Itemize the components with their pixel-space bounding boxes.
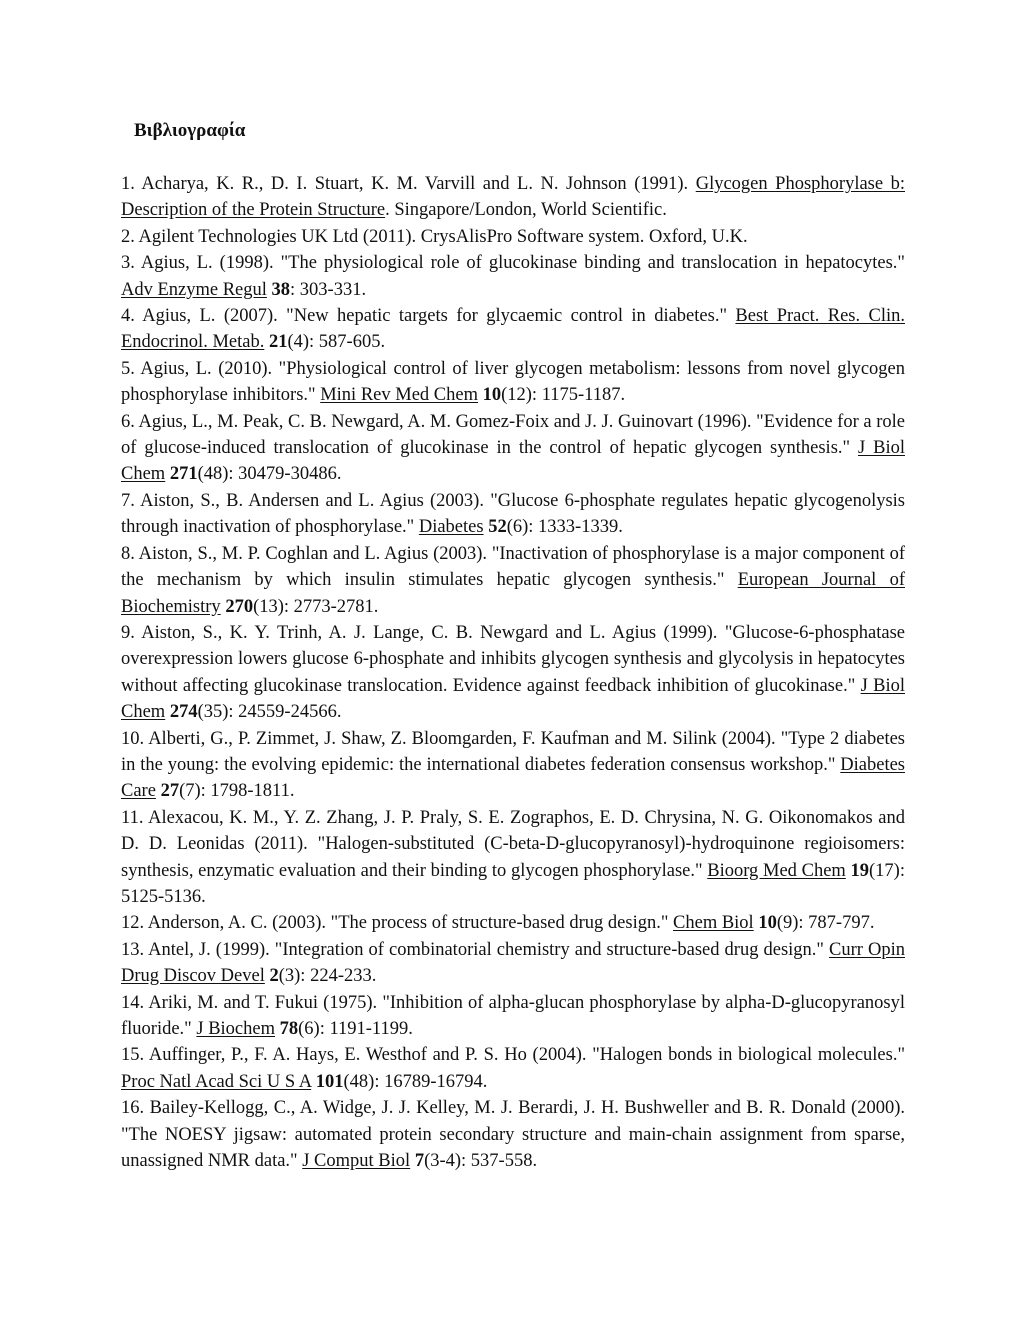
reference-text: Ariki, M. and T. Fukui (1975). "Inhibition of alpha-glucan phosphorylase by alpha-D-glucopyranosyl fluoride." [121, 992, 905, 1039]
reference-number: 14. [121, 992, 145, 1013]
reference-item [121, 541, 905, 620]
reference-number: 7. [121, 490, 135, 511]
reference-rest: (35): 24559-24566. [197, 702, 342, 723]
reference-journal: Adv Enzyme Regul [121, 279, 267, 300]
reference-item [121, 171, 905, 224]
reference-journal: Glycogen Phosphorylase b: Description of the Protein Structure [121, 174, 906, 221]
reference-volume: 78 [279, 1019, 299, 1039]
reference-item [121, 250, 905, 303]
reference-text: Alberti, G., P. Zimmet, J. Shaw, Z. Bloomgarden, F. Kaufman and M. Silink (2004). "Type 2 diabetes in the young: the evolving epidemic: the international diabetes federation consensus workshop." [121, 728, 905, 775]
reference-item [121, 726, 905, 805]
reference-text: Agius, L. (2007). "New hepatic targets for glycaemic control in diabetes." [142, 306, 727, 327]
reference-journal: Diabetes Care [121, 754, 906, 802]
reference-item [121, 1042, 905, 1095]
reference-volume: 52 [488, 517, 507, 538]
reference-item [121, 303, 905, 356]
reference-list [121, 171, 905, 1174]
reference-text: Antel, J. (1999). "Integration of combinatorial chemistry and structure-based drug design." [148, 939, 824, 960]
reference-journal: J Biol Chem [121, 675, 906, 723]
reference-item [121, 990, 905, 1043]
reference-volume: 2 [269, 966, 279, 987]
reference-volume: 10 [482, 385, 502, 406]
reference-journal: Mini Rev Med Chem [320, 385, 478, 406]
reference-rest: (4): 587-605. [287, 332, 386, 353]
reference-number: 11. [121, 807, 144, 828]
reference-rest: : 303-331. [290, 279, 367, 300]
reference-item [121, 620, 905, 726]
reference-text: Agius, L. (1998). "The physiological role of glucokinase binding and translocation in hepatocytes." [140, 253, 905, 274]
reference-text: Aiston, S., K. Y. Trinh, A. J. Lange, C. B. Newgard and L. Agius (1999). "Glucose-6-phosphatase overexpression lowers glucose 6-phosphate and inhibits glycogen synthesis and glycolysis in hepatocytes without affecting glucokinase translocation. Evidence against feedback inhibition of glucokinase." [121, 622, 905, 696]
reference-item [121, 488, 905, 541]
reference-text: Agius, L., M. Peak, C. B. Newgard, A. M. Gomez-Foix and J. J. Guinovart (1996). "Evidence for a role of glucose-induced translocation of glucokinase in the control of hepatic glycogen synthesis." [121, 411, 905, 459]
reference-rest: (48): 16789-16794. [343, 1071, 488, 1092]
reference-item [121, 1095, 905, 1174]
reference-journal: Diabetes [418, 517, 484, 538]
reference-number: 4. [121, 306, 135, 327]
reference-item [121, 409, 905, 488]
reference-rest: (48): 30479-30486. [197, 464, 342, 485]
reference-volume: 7 [414, 1151, 425, 1172]
reference-journal: Curr Opin Drug Discov Devel [121, 939, 905, 987]
reference-volume: 101 [315, 1071, 344, 1092]
reference-text: Acharya, K. R., D. I. Stuart, K. M. Varvill and L. N. Johnson (1991). [141, 174, 689, 194]
reference-number: 6. [121, 411, 135, 432]
reference-item [121, 805, 905, 911]
reference-rest: (13): 2773-2781. [253, 596, 379, 617]
reference-volume: 27 [160, 781, 180, 802]
reference-number: 8. [121, 543, 135, 564]
reference-number: 12. [121, 913, 145, 934]
reference-number: 13. [121, 939, 145, 960]
reference-journal: J Comput Biol [302, 1151, 411, 1172]
reference-journal: Bioorg Med Chem [707, 860, 846, 881]
reference-volume: 271 [169, 464, 198, 485]
reference-journal: Proc Natl Acad Sci U S A [121, 1071, 312, 1092]
reference-text: Aiston, S., B. Andersen and L. Agius (2003). "Glucose 6-phosphate regulates hepatic glycogenolysis through inactivation of phosphorylase." [121, 490, 905, 538]
reference-number: 9. [121, 622, 135, 643]
reference-volume: 19 [850, 860, 870, 881]
reference-rest: (12): 1175-1187. [501, 385, 626, 406]
reference-text: Auffinger, P., F. A. Hays, E. Westhof and P. S. Ho (2004). "Halogen bonds in biological molecules." [148, 1045, 906, 1066]
reference-rest: (6): 1333-1339. [506, 517, 623, 538]
reference-rest: (17): 5125-5136. [121, 860, 905, 907]
reference-rest: . Singapore/London, World Scientific. [385, 200, 667, 221]
reference-number: 2. [121, 226, 135, 247]
reference-text: Anderson, A. C. (2003). "The process of structure-based drug design." [147, 913, 669, 934]
reference-volume: 38 [271, 279, 291, 300]
reference-item [121, 224, 905, 250]
reference-text: Alexacou, K. M., Y. Z. Zhang, J. P. Praly, S. E. Zographos, E. D. Chrysina, N. G. Oikonomakos and D. D. Leonidas (2011). "Halogen-substituted (C-beta-D-glucopyranosyl)-hydroquinone regioisomers: synthesis, enzymatic evaluation and their binding to glycogen phosphorylase." [121, 807, 905, 881]
reference-rest: (3-4): 537-558. [424, 1151, 538, 1172]
reference-rest: (3): 224-233. [278, 966, 377, 987]
reference-number: 3. [121, 253, 135, 274]
reference-journal: Chem Biol [673, 913, 754, 934]
reference-volume: 274 [169, 702, 198, 723]
reference-rest: (6): 1191-1199. [298, 1019, 413, 1039]
reference-item [121, 356, 905, 409]
reference-volume: 21 [268, 332, 288, 353]
reference-number: 10. [121, 728, 145, 749]
reference-text: Agius, L. (2010). "Physiological control of liver glycogen metabolism: lessons from novel glycogen phosphorylase inhibitors." [121, 358, 906, 406]
reference-rest: (7): 1798-1811. [179, 781, 295, 802]
reference-number: 15. [121, 1045, 145, 1066]
reference-journal: European Journal of Biochemistry [121, 570, 905, 617]
reference-journal: J Biochem [196, 1019, 275, 1039]
reference-number: 1. [121, 174, 135, 194]
reference-journal: Best Pract. Res. Clin. Endocrinol. Metab. [121, 306, 905, 353]
reference-journal: J Biol Chem [121, 438, 905, 485]
reference-text: Agilent Technologies UK Ltd (2011). CrysAlisPro Software system. Oxford, U.K. [138, 226, 748, 247]
bibliography-heading: Βιβλιογραφία [134, 120, 246, 141]
reference-volume: 270 [225, 596, 254, 617]
reference-number: 5. [121, 358, 135, 379]
reference-volume: 10 [758, 913, 777, 934]
reference-item [121, 910, 905, 936]
reference-text: Bailey-Kellogg, C., A. Widge, J. J. Kelley, M. J. Berardi, J. H. Bushweller and B. R. Donald (2000). "The NOESY jigsaw: automated protein secondary structure and main-chain assignment from sparse, unassigned NMR data." [121, 1098, 905, 1172]
reference-rest: (9): 787-797. [776, 913, 875, 934]
reference-number: 16. [121, 1098, 145, 1119]
reference-text: Aiston, S., M. P. Coghlan and L. Agius (2003). "Inactivation of phosphorylase is a major component of the mechanism by which insulin stimulates hepatic glycogen synthesis." [121, 543, 905, 591]
reference-item [121, 937, 905, 990]
